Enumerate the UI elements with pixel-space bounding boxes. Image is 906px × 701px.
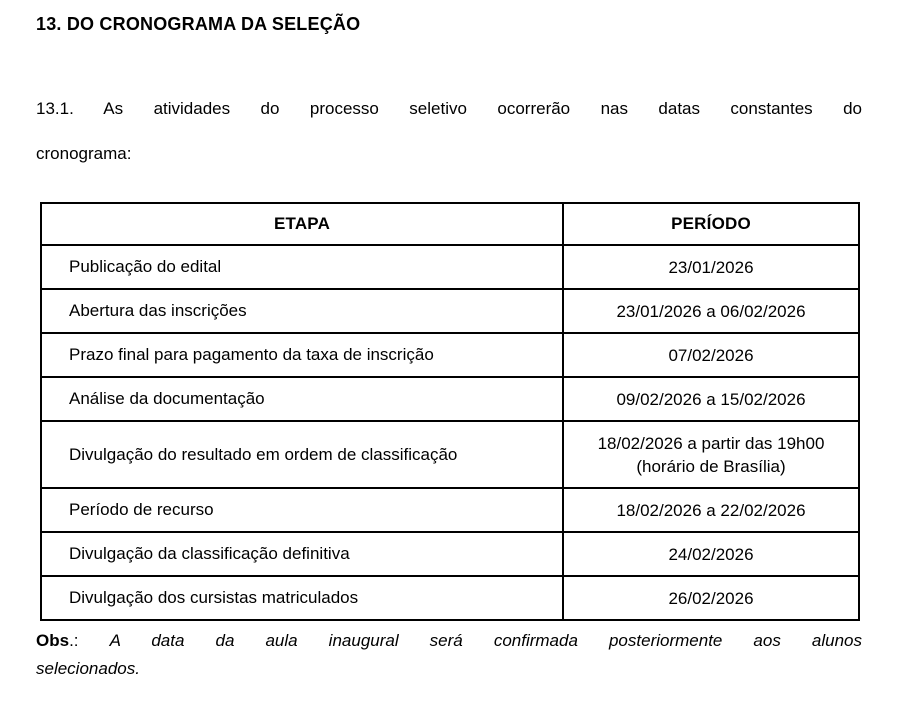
etapa-cell: Divulgação da classificação definitiva xyxy=(41,532,563,576)
etapa-cell: Divulgação dos cursistas matriculados xyxy=(41,576,563,620)
periodo-cell: 26/02/2026 xyxy=(563,576,859,620)
column-header-etapa: ETAPA xyxy=(41,203,563,245)
table-row xyxy=(41,289,859,333)
note-text: A data da aula inaugural será confirmada posteriormente aos alunos xyxy=(109,631,862,650)
observation-note-line2: selecionados. xyxy=(36,659,140,678)
table-row xyxy=(41,377,859,421)
intro-paragraph-line2: cronograma: xyxy=(36,144,132,163)
intro-paragraph-line1: 13.1. As atividades do processo seletivo ocorrerão nas datas constantes do xyxy=(36,99,862,118)
table-row xyxy=(41,532,859,576)
periodo-cell: 18/02/2026 a 22/02/2026 xyxy=(563,488,859,532)
periodo-cell: 18/02/2026 a partir das 19h00 (horário de Brasília) xyxy=(563,421,859,488)
periodo-cell: 09/02/2026 a 15/02/2026 xyxy=(563,377,859,421)
table-row xyxy=(41,245,859,289)
etapa-cell: Prazo final para pagamento da taxa de inscrição xyxy=(41,333,563,377)
etapa-cell: Análise da documentação xyxy=(41,377,563,421)
column-header-periodo: PERÍODO xyxy=(563,203,859,245)
observation-note xyxy=(36,627,862,683)
periodo-cell: 23/01/2026 xyxy=(563,245,859,289)
etapa-cell: Publicação do edital xyxy=(41,245,563,289)
etapa-cell: Período de recurso xyxy=(41,488,563,532)
periodo-cell: 24/02/2026 xyxy=(563,532,859,576)
table-row xyxy=(41,421,859,488)
periodo-cell: 07/02/2026 xyxy=(563,333,859,377)
etapa-cell: Divulgação do resultado em ordem de classificação xyxy=(41,421,563,488)
section-heading: 13. DO CRONOGRAMA DA SELEÇÃO xyxy=(36,14,361,34)
periodo-cell: 23/01/2026 a 06/02/2026 xyxy=(563,289,859,333)
etapa-cell: Abertura das inscrições xyxy=(41,289,563,333)
table-header-row xyxy=(41,203,859,245)
table-row xyxy=(41,333,859,377)
note-separator: .: xyxy=(69,631,110,650)
schedule-table xyxy=(40,202,860,621)
intro-paragraph xyxy=(36,86,862,176)
table-row xyxy=(41,488,859,532)
observation-note-line1 xyxy=(36,627,862,655)
note-prefix: Obs xyxy=(36,631,70,650)
table-row xyxy=(41,576,859,620)
